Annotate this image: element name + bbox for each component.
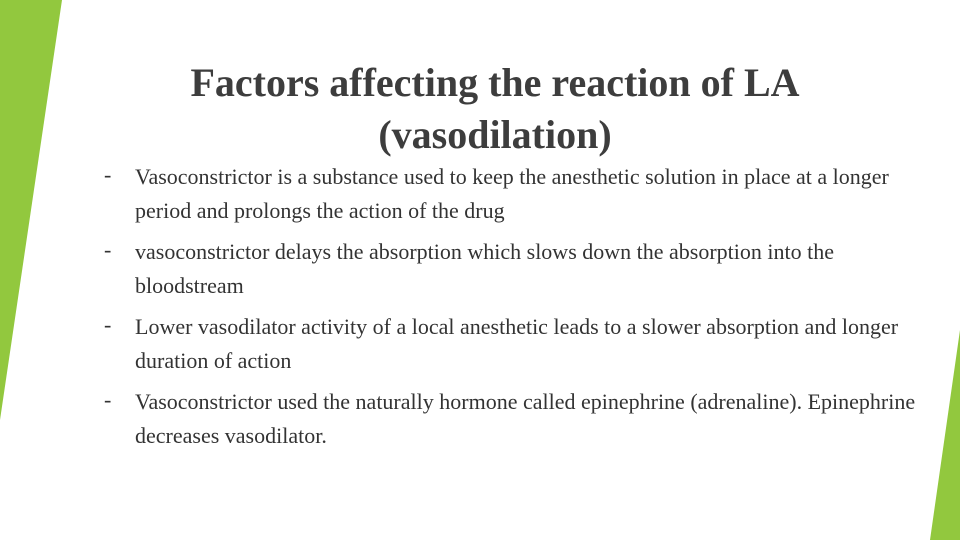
bullet-text: Vasoconstrictor is a substance used to keep the anesthetic solution in place at a longer period and prolongs the action of the drug bbox=[135, 164, 889, 223]
right-green-accent-bar bbox=[930, 330, 960, 540]
left-green-accent-bar bbox=[0, 0, 62, 420]
slide-title-line-1: Factors affecting the reaction of LA bbox=[190, 59, 800, 105]
bullet-item bbox=[104, 235, 934, 303]
bullet-marker: - bbox=[104, 312, 112, 337]
bullet-list bbox=[104, 160, 934, 460]
bullet-marker: - bbox=[104, 387, 112, 412]
bullet-item bbox=[104, 310, 934, 378]
bullet-text: vasoconstrictor delays the absorption which slows down the absorption into the bloodstream bbox=[135, 239, 834, 298]
bullet-text: Vasoconstrictor used the naturally hormone called epinephrine (adrenaline). Epinephrine decreases vasodilator. bbox=[135, 389, 916, 448]
bullet-item bbox=[104, 385, 934, 453]
bullet-marker: - bbox=[104, 162, 112, 187]
bullet-item bbox=[104, 160, 934, 228]
bullet-text: Lower vasodilator activity of a local anesthetic leads to a slower absorption and longer duration of action bbox=[135, 314, 899, 373]
bullet-marker: - bbox=[104, 237, 112, 262]
slide-title-line-2: (vasodilation) bbox=[378, 111, 612, 157]
slide-title bbox=[110, 57, 880, 161]
